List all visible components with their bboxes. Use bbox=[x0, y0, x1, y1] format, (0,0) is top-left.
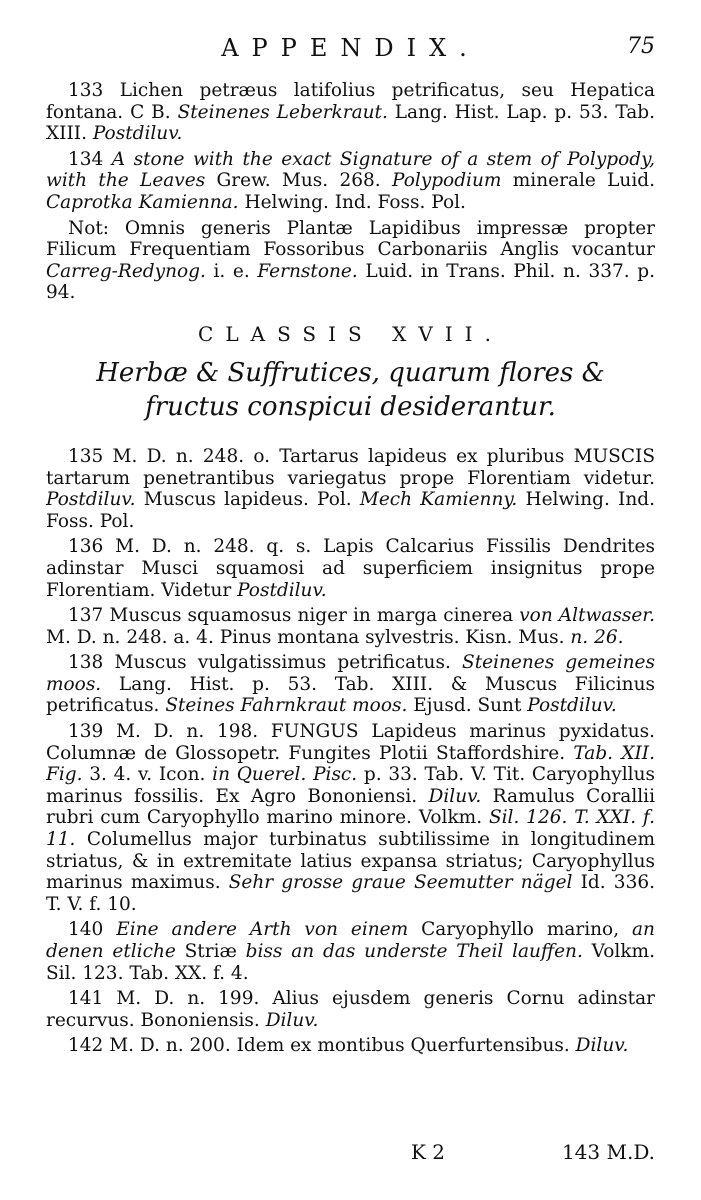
entry-text: Muscus vulgatissimus petrificatus. bbox=[114, 652, 463, 674]
entry-text-italic: Postdiluv. bbox=[237, 579, 327, 601]
catalog-entry bbox=[46, 988, 655, 1031]
running-header bbox=[46, 34, 655, 70]
entry-text-italic: A stone with the exact Signature of a stem of Polypody, with the Leaves bbox=[46, 148, 655, 192]
running-title: APPENDIX. bbox=[221, 34, 480, 62]
entry-text: M. D. n. 198. FUNGUS Lapideus marinus pyxidatus. Columnæ de Glossopetr. Fungites Plotii Staffordshire. bbox=[46, 721, 655, 764]
entry-number: 141 bbox=[68, 988, 104, 1010]
entry-text: M. D. n. 248. q. s. Lapis Calcarius Fissilis Dendrites adinstar Musci squamosi ad superficiem insignitus prope Florentiam. Videtur bbox=[46, 536, 655, 601]
entry-text: Id. 336. T. V. f. 10. bbox=[46, 872, 655, 915]
catchword: 143 M.D. bbox=[561, 1140, 655, 1164]
entry-text: p. 33. Tab. V. Tit. Caryophyllus marinus fossilis. Ex Agro Bononiensi. bbox=[46, 764, 656, 807]
entry-text: Muscus squamosus niger in marga cinerea bbox=[109, 605, 520, 627]
catalog-entry bbox=[46, 218, 655, 304]
catalog-entry bbox=[46, 446, 655, 532]
entry-text: Lang. Hist. p. 53. Tab. XIII. & Muscus Filicinus petrificatus. bbox=[46, 673, 655, 717]
entry-text: Lichen petræus latifolius petrificatus, seu Hepatica fontana. C B. bbox=[46, 80, 655, 123]
entry-text: minerale Luid. bbox=[501, 170, 655, 192]
entry-text-italic: Carreg-Redynog. bbox=[46, 260, 206, 282]
entry-text-italic: Sehr grosse graue Seemutter nägel bbox=[228, 872, 573, 894]
signature-mark: K 2 bbox=[411, 1140, 446, 1164]
entry-number: 137 bbox=[68, 605, 104, 627]
entry-number: 140 bbox=[68, 919, 104, 941]
entry-text-italic: Diluv. bbox=[428, 785, 482, 807]
entry-text: Helwing. Ind. Foss. Pol. bbox=[238, 191, 466, 213]
entry-text-italic: Postdiluv. bbox=[46, 489, 136, 511]
entry-text: Grew. Mus. 268. bbox=[205, 170, 393, 192]
entry-text-italic: n. 26. bbox=[570, 626, 624, 648]
entry-number: 134 bbox=[68, 148, 104, 170]
entry-text: M. D. n. 248. a. 4. Pinus montana sylvestris. Kisn. Mus. bbox=[46, 626, 571, 648]
entry-text-italic: Diluv. bbox=[265, 1009, 319, 1031]
entry-text-italic: Postdiluv. bbox=[527, 695, 617, 717]
catalog-entry bbox=[46, 536, 655, 601]
entry-text: Helwing. Ind. Foss. Pol. bbox=[46, 489, 655, 532]
entry-text: M. D. n. 200. Idem ex montibus Querfurtensibus. bbox=[109, 1035, 576, 1057]
entry-text-italic: Steinenes gemeines moos. bbox=[46, 652, 655, 695]
entry-text: Muscus lapideus. Pol. bbox=[135, 489, 360, 511]
entry-text-italic: von Altwasser. bbox=[519, 605, 655, 627]
entry-text-italic: Tab. XII. Fig. bbox=[46, 742, 655, 786]
entries-list-top bbox=[46, 80, 655, 304]
entries-list-bottom bbox=[46, 446, 655, 1057]
catalog-entry bbox=[46, 1035, 655, 1057]
entry-text-italic: in Querel. Pisc. bbox=[212, 764, 358, 786]
entry-text: Striæ bbox=[175, 941, 246, 962]
entry-text: Ramulus Corallii rubri cum Caryophyllo marino minore. Volkm. bbox=[46, 785, 655, 829]
entry-number: 138 bbox=[68, 652, 104, 674]
entry-text: Luid. in Trans. Phil. n. 337. p. 94. bbox=[46, 260, 655, 304]
entry-number: 142 bbox=[68, 1035, 104, 1057]
page-body bbox=[46, 80, 655, 1061]
entry-text: Lang. Hist. Lap. p. 53. Tab. XIII. bbox=[46, 101, 655, 145]
entry-number: 139 bbox=[68, 721, 104, 743]
entry-text-italic: an denen etliche bbox=[46, 919, 655, 962]
catalog-entry bbox=[46, 149, 655, 214]
entry-number: 135 bbox=[68, 445, 104, 467]
entry-text: 3. 4. v. Icon. bbox=[82, 764, 213, 786]
entry-text-italic: biss an das underste Theil lauffen. bbox=[245, 941, 583, 962]
entry-number: 133 bbox=[68, 80, 104, 101]
entry-text: i. e. bbox=[205, 260, 258, 282]
entry-text-italic: Fernstone. bbox=[257, 260, 358, 282]
entry-text-italic: Postdiluv. bbox=[92, 123, 183, 145]
entry-text: Columellus major turbinatus subtilissime in longitudinem striatus, & in extremitate latius expansa striatus; Caryophyllus marinus maximus. bbox=[46, 829, 655, 894]
catalog-entry bbox=[46, 80, 655, 145]
entry-text-italic: Steines Fahrnkraut moos. bbox=[165, 695, 408, 717]
catalog-entry bbox=[46, 721, 655, 915]
entry-text-italic: Sil. 126. T. XXI. f. 11. bbox=[46, 807, 655, 851]
catalog-entry bbox=[46, 652, 655, 717]
entry-text-italic: Steinenes Leberkraut. bbox=[177, 101, 388, 123]
entry-text-italic: Mech Kamienny. bbox=[359, 489, 518, 511]
entry-number: 136 bbox=[68, 536, 104, 558]
catalog-entry bbox=[46, 919, 655, 984]
entry-text-italic: Diluv. bbox=[575, 1035, 629, 1057]
catalog-entry bbox=[46, 605, 655, 648]
class-heading: CLASSIS XVII. bbox=[198, 321, 503, 346]
entry-text: Volkm. Sil. 123. Tab. XX. f. 4. bbox=[46, 941, 655, 984]
class-subtitle: Herbæ & Suffrutices, quarum flores & fructus conspicui desiderantur. bbox=[96, 357, 605, 422]
entry-text-italic: Caprotka Kamienna. bbox=[46, 191, 239, 213]
entry-text: M. D. n. 199. Alius ejusdem generis Cornu adinstar recurvus. Bononiensis. bbox=[46, 988, 655, 1031]
entry-text: Not: Omnis generis Plantæ Lapidibus impressæ propter Filicum Frequentiam Fossoribus Carbonariis Anglis vocantur bbox=[46, 217, 655, 261]
entry-text-italic: Eine andere Arth von einem bbox=[116, 919, 409, 941]
page-footer bbox=[46, 1140, 655, 1170]
entry-text: Ejusd. Sunt bbox=[407, 695, 528, 717]
entry-text: Caryophyllo marino, bbox=[408, 919, 633, 941]
entry-text: M. D. n. 248. o. Tartarus lapideus ex pluribus MUSCIS tartarum penetrantibus variegatus prope Florentiam videtur. bbox=[46, 445, 655, 489]
page-number: 75 bbox=[627, 34, 655, 59]
entry-text-italic: Polypodium bbox=[392, 170, 502, 192]
